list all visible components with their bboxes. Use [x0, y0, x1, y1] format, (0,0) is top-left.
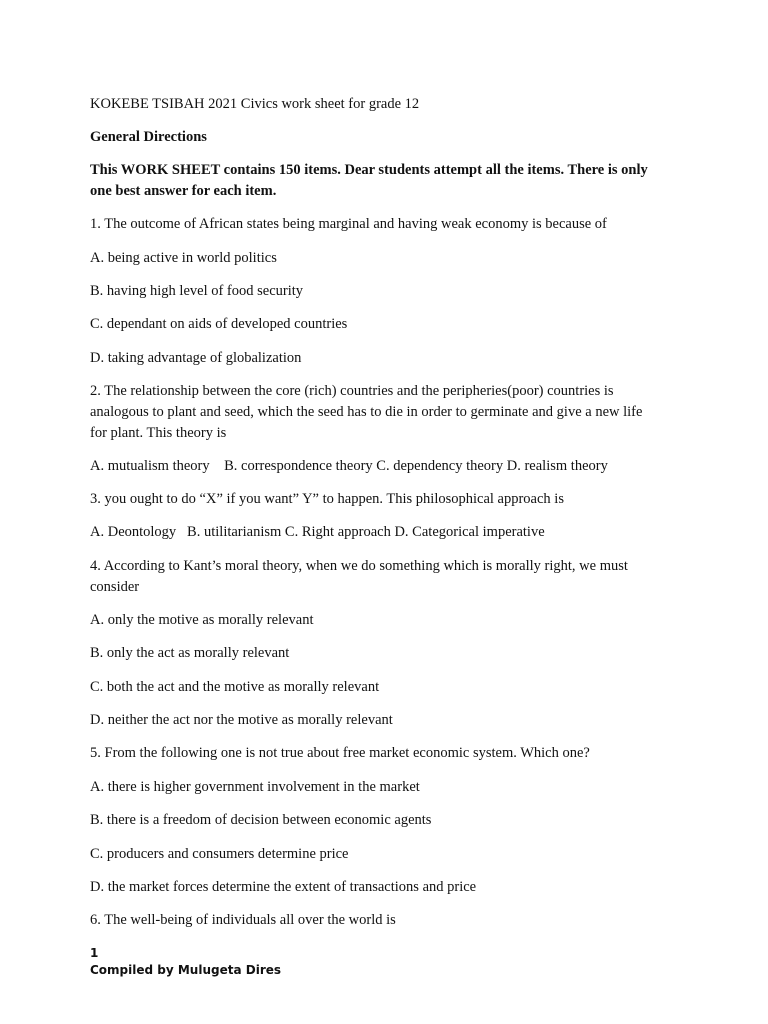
- question-4-option-d: D. neither the act nor the motive as morally relevant: [90, 712, 393, 728]
- question-1-stem: 1. The outcome of African states being marginal and having weak economy is because of: [90, 216, 607, 232]
- question-4-option-b: B. only the act as morally relevant: [90, 645, 290, 661]
- compiled-by: Compiled by Mulugeta Dires: [90, 963, 282, 977]
- question-4-option-a: A. only the motive as morally relevant: [90, 612, 314, 628]
- question-4-stem-line-2: consider: [90, 579, 140, 595]
- question-1-option-a: A. being active in world politics: [90, 250, 277, 266]
- instructions-line-1: This WORK SHEET contains 150 items. Dear students attempt all the items. There is only: [90, 162, 648, 178]
- question-3-options: A. Deontology B. utilitarianism C. Right approach D. Categorical imperative: [90, 524, 545, 540]
- general-directions-heading: General Directions: [90, 129, 207, 145]
- question-5-stem: 5. From the following one is not true about free market economic system. Which one?: [90, 745, 590, 761]
- question-5-option-a: A. there is higher government involvement in the market: [90, 779, 420, 795]
- question-5-option-b: B. there is a freedom of decision between economic agents: [90, 812, 432, 828]
- question-5-option-c: C. producers and consumers determine price: [90, 846, 349, 862]
- question-2-stem-line-2: analogous to plant and seed, which the seed has to die in order to germinate and give a new life: [90, 404, 643, 420]
- question-1-option-b: B. having high level of food security: [90, 283, 304, 299]
- question-2-stem-line-1: 2. The relationship between the core (rich) countries and the peripheries(poor) countries is: [90, 383, 614, 399]
- question-5-option-d: D. the market forces determine the extent of transactions and price: [90, 879, 477, 895]
- question-4-option-c: C. both the act and the motive as morally relevant: [90, 679, 380, 695]
- question-3-stem: 3. you ought to do “X” if you want” Y” to happen. This philosophical approach is: [90, 491, 564, 507]
- question-2-options: A. mutualism theory B. correspondence theory C. dependency theory D. realism theory: [90, 458, 608, 474]
- page-number: 1: [90, 946, 99, 960]
- question-1-option-d: D. taking advantage of globalization: [90, 350, 302, 366]
- question-6-stem: 6. The well-being of individuals all over the world is: [90, 912, 396, 928]
- document-title: KOKEBE TSIBAH 2021 Civics work sheet for grade 12: [90, 96, 420, 112]
- question-4-stem-line-1: 4. According to Kant’s moral theory, when we do something which is morally right, we must: [90, 558, 628, 574]
- question-1-option-c: C. dependant on aids of developed countries: [90, 316, 348, 332]
- instructions-line-2: one best answer for each item.: [90, 183, 277, 199]
- question-2-stem-line-3: for plant. This theory is: [90, 425, 227, 441]
